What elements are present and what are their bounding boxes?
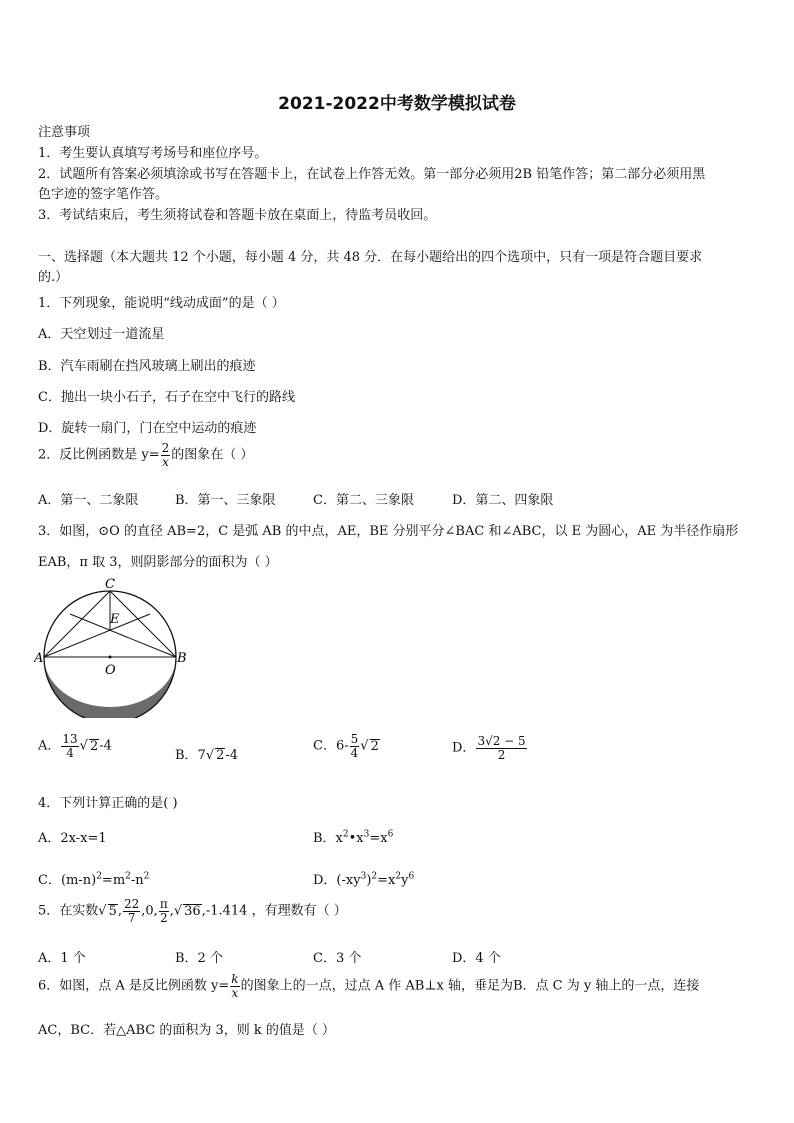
q4-option-d: [313, 869, 414, 888]
label-e: E: [110, 612, 120, 627]
q1-option-c: C．抛出一块小石子，石子在空中飞行的路线: [38, 390, 295, 405]
chord-bc: [110, 591, 176, 657]
q1-option-a: A．天空划过一道流星: [38, 327, 165, 342]
q5-f2-num: π: [159, 897, 168, 911]
q3-option-d: [452, 735, 528, 761]
q5-stem: [38, 898, 347, 924]
page-title: 2021-2022中考数学模拟试卷: [278, 94, 516, 114]
notice-heading: 注意事项: [38, 125, 91, 140]
q5-option-a: A．1 个: [38, 951, 86, 966]
bisector-be: [70, 614, 176, 657]
q3-option-a: [38, 733, 112, 759]
q3-d-fraction: [476, 735, 526, 761]
q4-c-part: -n: [130, 873, 144, 888]
q3-c-num: 5: [350, 732, 359, 746]
q2-option-a: A．第一、二象限: [38, 493, 139, 508]
q3-c-den: 4: [350, 745, 359, 760]
section-heading-line-1: 一、选择题（本大题共 12 个小题，每小题 4 分，共 48 分．在每小题给出的四个选项中，只有一项是符合题目要求: [38, 250, 703, 265]
q3-option-c: [313, 733, 380, 759]
q5-fraction-2: [159, 898, 169, 924]
q6-stem-line-1: [38, 973, 699, 999]
section-heading-line-2: 的.）: [38, 270, 69, 285]
radical-sign: √: [79, 738, 88, 754]
q4-d-part: =x: [377, 873, 396, 888]
q3-a-fraction: [61, 733, 78, 759]
q4-d-part: D．(-xy: [313, 873, 361, 888]
q3-b-label: B．7: [175, 748, 206, 763]
notice-item-3: 3．考试结束后，考生须将试卷和答题卡放在桌面上，待监考员收回。: [38, 208, 437, 223]
radical-sign: √: [360, 738, 369, 754]
q4-stem: 4．下列计算正确的是( ): [38, 796, 178, 811]
q4-option-b: [313, 827, 393, 846]
q4-option-c: [38, 869, 149, 888]
label-a: A: [34, 651, 44, 666]
q3-b-tail: -4: [225, 748, 239, 763]
q4-b-exp: 3: [363, 829, 370, 840]
q3-a-num: 13: [62, 732, 78, 746]
q5-option-d: D．4 个: [452, 951, 501, 966]
q5-pre: 5．在实数: [38, 903, 99, 919]
q2-stem-pre: 2．反比例函数是 y=: [38, 447, 160, 463]
q4-b-part: •x: [348, 831, 364, 846]
q2-frac-den: x: [162, 454, 169, 469]
bisector-ae: [44, 614, 150, 657]
center-point: [109, 656, 112, 659]
q3-stem-line-2: EAB，π 取 3，则阴影部分的面积为（ ）: [38, 555, 278, 570]
radical-sign: √: [98, 903, 107, 919]
q5-option-b: B．2 个: [175, 951, 223, 966]
q4-b-part: B．x: [313, 831, 343, 846]
notice-item-2-line-1: 2．试题所有答案必须填涂或书写在答题卡上，在试卷上作答无效。第一部分必须用2B 铅笔作答；第二部分必须用黑: [38, 167, 706, 182]
q4-d-exp: 2: [395, 871, 402, 882]
q4-c-exp: 2: [96, 871, 102, 882]
q4-c-exp: 2: [143, 871, 150, 882]
q5-f1-num: 22: [124, 897, 140, 911]
q3-c-fraction: [350, 733, 360, 759]
q3-stem-line-1: 3．如图，⊙O 的直径 AB=2，C 是弧 AB 的中点，AE，BE 分别平分∠BAC 和∠ABC，以 E 为圆心，AE 为半径作扇形: [38, 524, 739, 539]
q4-d-exp: 6: [408, 871, 415, 882]
q2-fraction: [161, 442, 171, 468]
radical-sign: √: [205, 748, 215, 763]
q5-radicand-1: 5: [108, 903, 117, 919]
q4-c-part: =m: [101, 873, 126, 888]
q3-d-num: 3√2 − 5: [477, 734, 526, 748]
q2-stem-post: 的图象在（ ）: [171, 447, 254, 463]
q4-b-exp: 6: [387, 829, 394, 840]
q4-c-part: C．(m-n): [38, 873, 97, 888]
notice-item-1: 1．考生要认真填写考场号和座位序号。: [38, 146, 268, 161]
q2-option-d: D．第二、四象限: [452, 493, 554, 508]
q6-pre: 6．如图，点 A 是反比例函数 y=: [38, 978, 230, 994]
q6-frac-num: k: [231, 972, 239, 986]
q3-c-radicand: 2: [370, 738, 379, 754]
chord-ac: [44, 591, 110, 657]
q3-a-label: A．: [38, 738, 61, 754]
radical-sign: √: [173, 903, 183, 919]
q5-option-c: C．3 个: [313, 951, 362, 966]
q4-d-part: ): [366, 873, 372, 888]
q5-tail: ,-1.414 ，有理数有（ ）: [201, 903, 347, 919]
notice-item-2-line-2: 色字迹的签字笔作答。: [38, 187, 169, 202]
q2-frac-num: 2: [161, 441, 170, 455]
q4-d-exp: 2: [371, 871, 378, 882]
q3-d-den: 2: [497, 747, 506, 762]
q1-option-b: B．汽车雨刷在挡风玻璃上刷出的痕迹: [38, 359, 256, 374]
q4-d-exp: 3: [360, 871, 367, 882]
q4-option-a: A．2x-x=1: [38, 831, 107, 846]
q3-a-den: 4: [66, 745, 74, 760]
q3-b-radicand: 2: [216, 748, 225, 763]
q6-fraction: [230, 973, 239, 999]
q3-option-b: [175, 744, 238, 763]
q3-c-label: C．6-: [313, 738, 349, 754]
q5-f1-den: 7: [127, 910, 136, 925]
q5-zero: ,0,: [141, 903, 158, 919]
q3-a-radicand: 2: [89, 738, 99, 754]
comma: ,: [169, 903, 174, 919]
q3-d-label: D．: [452, 740, 476, 756]
label-b: B: [177, 651, 187, 666]
q5-fraction-1: [123, 898, 140, 924]
q3-a-tail: -4: [99, 738, 112, 754]
comma: ,: [117, 903, 122, 919]
q2-stem: [38, 442, 253, 468]
q2-option-b: B．第一、三象限: [175, 493, 276, 508]
q4-d-part: y: [401, 873, 409, 888]
q1-option-d: D．旋转一扇门，门在空中运动的痕迹: [38, 421, 257, 436]
label-o: O: [105, 663, 116, 678]
q1-stem: 1．下列现象，能说明“线动成面”的是（ ）: [38, 296, 285, 311]
q6-stem-line-2: AC，BC．若△ABC 的面积为 3，则 k 的值是（ ）: [38, 1023, 336, 1038]
q5-radicand-2: 36: [184, 903, 201, 919]
q5-f2-den: 2: [159, 910, 168, 925]
q4-c-exp: 2: [125, 871, 131, 882]
q4-b-part: =x: [369, 831, 388, 846]
q4-b-exp: 2: [342, 829, 349, 840]
q6-post: 的图象上的一点，过点 A 作 AB⊥x 轴，垂足为B．点 C 为 y 轴上的一点，连接: [240, 978, 700, 994]
q2-option-c: C．第二、三象限: [313, 493, 414, 508]
label-c: C: [105, 577, 115, 592]
q6-frac-den: x: [231, 985, 239, 1000]
q3-circle-figure: [34, 576, 190, 718]
